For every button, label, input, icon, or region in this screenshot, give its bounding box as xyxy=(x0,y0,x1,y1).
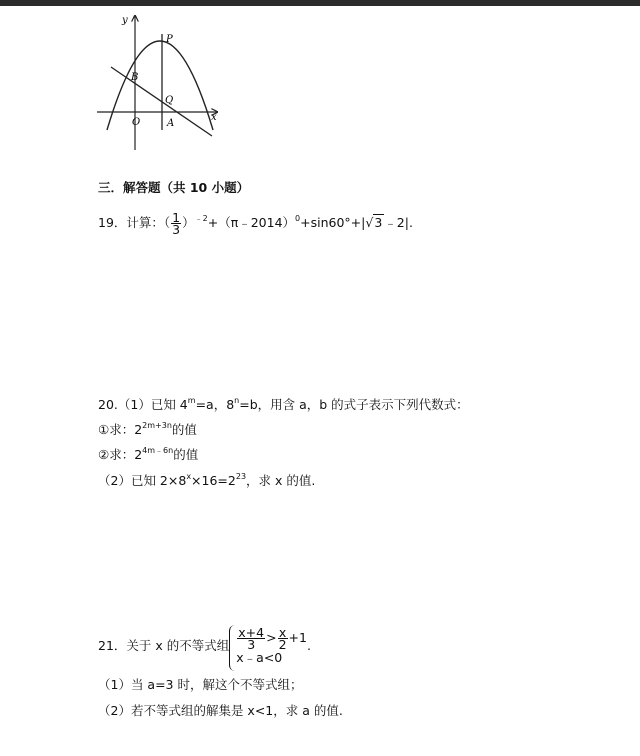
q21-gt: > xyxy=(266,630,277,645)
label-p: P xyxy=(166,34,173,45)
q20-s2-mid: ×16=2 xyxy=(191,473,236,489)
question-20-part1 xyxy=(98,418,197,439)
question-19: 19．计算：（ $\frac{1}{3}$ ）$^{﹣2}$+（π﹣2014）$^0$+sin60°+|√3 ﹣2|. xyxy=(98,210,413,238)
question-20-part2 xyxy=(98,443,198,464)
label-y: y xyxy=(122,15,128,26)
q19-prefix: 19．计算：（ xyxy=(98,215,171,231)
parabola-graph-figure xyxy=(95,10,225,155)
graph-svg xyxy=(95,10,225,155)
q19-mid: +（π﹣2014） xyxy=(207,215,296,231)
parabola-curve xyxy=(107,41,213,130)
label-x: x xyxy=(211,112,217,123)
q21-dot: . xyxy=(306,638,311,653)
q20-s2-tail: ，求 x 的值. xyxy=(246,473,316,489)
q21-inequality-system xyxy=(229,627,307,666)
q20-s2-text: （2）已知 2×8 xyxy=(98,473,187,489)
q19-fraction xyxy=(171,210,181,238)
q21-plus1: +1 xyxy=(288,630,307,645)
section-heading: 三．解答题（共 10 小题） xyxy=(98,180,250,195)
q19-exp1: ﹣2 xyxy=(194,214,208,223)
label-o: O xyxy=(132,117,141,128)
q20-p2-exp: 4m﹣6n xyxy=(142,446,174,455)
q20-exp-m: m xyxy=(187,396,196,405)
q21-f1-den: 3 xyxy=(247,637,256,652)
top-bar xyxy=(0,0,640,6)
q19-sqrt: 3 xyxy=(374,215,383,231)
q21-prefix: 21．关于 x 的不等式组 xyxy=(98,638,230,653)
q20-s2-exp-x: x xyxy=(186,472,192,481)
label-a: A xyxy=(167,118,175,129)
q20-s2-exp-23: 23 xyxy=(235,472,247,481)
q21-f1-num: x+4 xyxy=(238,625,265,640)
question-21 xyxy=(98,620,311,672)
q19-frac-num: 1 xyxy=(172,210,181,226)
q21-f2-den: 2 xyxy=(278,637,287,652)
q20-p1-text: ①求：2 xyxy=(98,422,143,438)
q20-p1-tail: 的值 xyxy=(171,422,197,438)
q20-p2-tail: 的值 xyxy=(173,447,199,463)
q19-exp2: 0 xyxy=(295,214,301,223)
q20-text-b: =a，8 xyxy=(195,397,235,413)
system-brace xyxy=(229,625,236,671)
q20-p2-text: ②求：2 xyxy=(98,447,143,463)
q21-ineq2: x﹣a<0 xyxy=(236,650,283,665)
question-21-part1: （1）当 a=3 时，解这个不等式组； xyxy=(98,677,303,692)
q20-text-a: 20.（1）已知 4 xyxy=(98,397,188,413)
q20-p1-exp: 2m+3n xyxy=(142,421,172,430)
q21-f2-num: x xyxy=(278,625,287,640)
question-20-sub2 xyxy=(98,469,315,490)
label-q: Q xyxy=(165,95,174,106)
q20-exp-n: n xyxy=(234,396,240,405)
q19-sin: +sin60°+| xyxy=(300,215,366,231)
question-21-part2: （2）若不等式组的解集是 x<1，求 a 的值. xyxy=(98,703,343,718)
question-20-line1 xyxy=(98,393,469,414)
label-b: B xyxy=(131,72,139,83)
q19-frac-den: 3 xyxy=(172,222,181,238)
q20-text-c: =b，用含 a，b 的式子表示下列代数式： xyxy=(239,397,469,413)
q19-tail: ﹣2|. xyxy=(384,215,413,231)
